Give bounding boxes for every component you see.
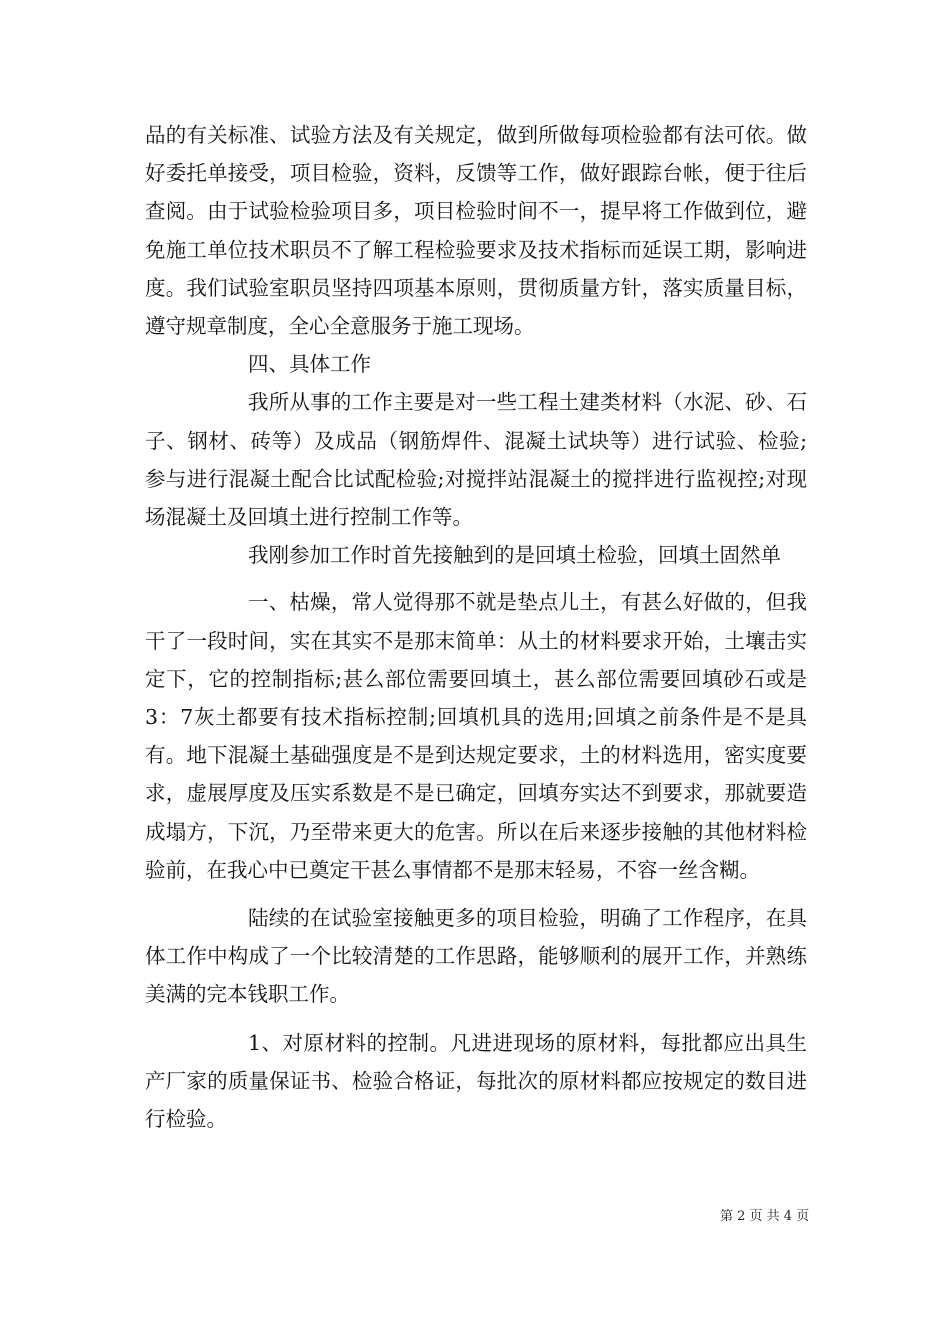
paragraph-continuation: 品的有关标准、试验方法及有关规定，做到所做每项检验都有法可依。做好委托单接受，项目检验，资料，反馈等工作，做好跟踪台帐，便于往后查阅。由于试验检验项目多，项目检验时间不一，提早将工作做到位，避免施工单位技术职员不了解工程检验要求及技术指标而延误工期，影响进度。我们试验室职员坚持四项基本原则，贯彻质量方针，落实质量目标，遵守规章制度，全心全意服务于施工现场。 xyxy=(145,123,807,339)
paragraph-backfill-intro: 我刚参加工作时首先接触到的是回填土检验，回填土固然单 xyxy=(248,543,781,568)
paragraph-work-scope: 我所从事的工作主要是对一些工程土建类材料（水泥、砂、石子、钢材、砖等）及成品（钢筋焊件、混凝土试块等）进行试验、检验;参与进行混凝土配合比试配检验;对搅拌站混凝土的搅拌进行监视控;对现场混凝土及回填土进行控制工作等。 xyxy=(145,390,807,530)
paragraph-backfill-detail: 一、枯燥，常人觉得那不就是垫点儿土，有甚么好做的，但我干了一段时间，实在其实不是那末简单：从土的材料要求开始，土壤击实定下，它的控制指标;甚么部位需要回填土，甚么部位需要回填砂石或是3：7灰土都要有技术指标控制;回填机具的选用;回填之前条件是不是具有。地下混凝土基础强度是不是到达规定要求，土的材料选用，密实度要求，虚展厚度及压实系数是不是已确定，回填夯实达不到要求，那就要造成塌方，下沉，乃至带来更大的危害。所以在后来逐步接触的其他材料检验前，在我心中已奠定干甚么事情都不是那末轻易，不容一丝含糊。 xyxy=(145,590,807,882)
section-heading: 四、具体工作 xyxy=(248,352,371,377)
page-number-footer: 第 2 页 共 4 页 xyxy=(720,1209,810,1224)
paragraph-raw-material-control: 1、对原材料的控制。凡进进现场的原材料，每批都应出具生产厂家的质量保证书、检验合格证，每批次的原材料都应按规定的数目进行检验。 xyxy=(145,1030,807,1132)
document-body xyxy=(145,116,807,1138)
paragraph-lab-experience: 陆续的在试验室接触更多的项目检验，明确了工作程序，在具体工作中构成了一个比较清楚的工作思路，能够顺利的展开工作，并熟练美满的完本钱职工作。 xyxy=(145,906,807,1007)
